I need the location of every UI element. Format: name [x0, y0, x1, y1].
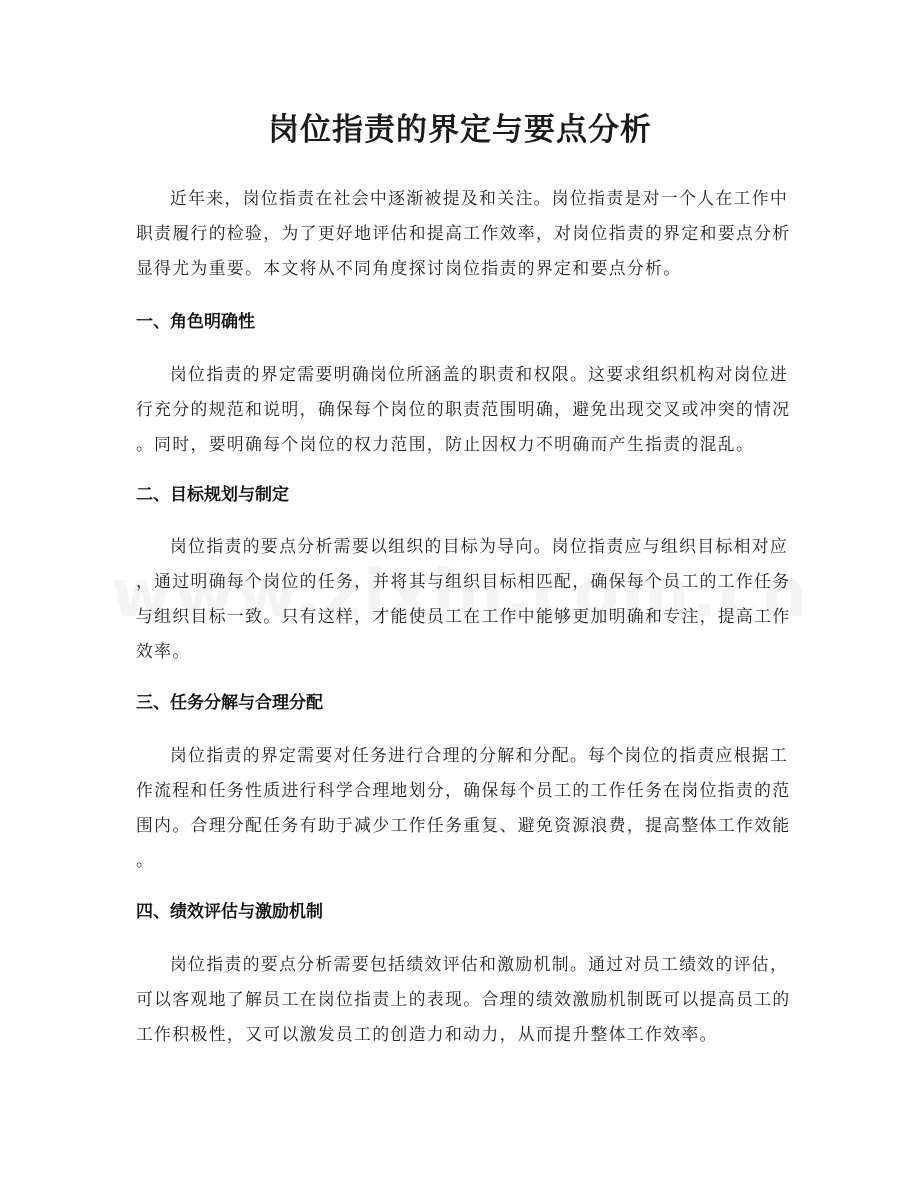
paragraph-line: 岗位指责的要点分析需要包括绩效评估和激励机制。通过对员工绩效的评估， [170, 954, 789, 974]
paragraph-line: 岗位指责的界定需要对任务进行合理的分解和分配。每个岗位的指责应根据工 [170, 745, 789, 765]
section-paragraph [136, 357, 791, 462]
paragraph-line: 显得尤为重要。本文将从不同角度探讨岗位指责的界定和要点分析。 [136, 258, 682, 278]
paragraph-line: 围内。合理分配任务有助于减少工作任务重复、避免资源浪费，提高整体工作效能 [136, 815, 791, 835]
section-heading: 三、任务分解与合理分配 [136, 693, 323, 713]
section-paragraph [136, 738, 791, 878]
section-paragraph [136, 529, 791, 669]
paragraph-line: 职责履行的检验，为了更好地评估和提高工作效率，对岗位指责的界定和要点分析 [136, 223, 791, 243]
paragraph-line: 效率。 [136, 641, 191, 661]
paragraph-line: 作流程和任务性质进行科学合理地划分，确保每个员工的工作任务在岗位指责的范 [136, 780, 791, 800]
paragraph-line: 。同时，要明确每个岗位的权力范围，防止因权力不明确而产生指责的混乱。 [136, 434, 755, 454]
paragraph-line: 岗位指责的界定需要明确岗位所涵盖的职责和权限。这要求组织机构对岗位进 [170, 364, 789, 384]
paragraph-line: 行充分的规范和说明，确保每个岗位的职责范围明确，避免出现交叉或冲突的情况 [136, 399, 791, 419]
section-heading: 四、绩效评估与激励机制 [136, 902, 323, 922]
paragraph-line: 。 [136, 850, 155, 870]
section-heading: 二、目标规划与制定 [136, 485, 289, 505]
paragraph-line: 与组织目标一致。只有这样，才能使员工在工作中能够更加明确和专注，提高工作 [136, 606, 791, 626]
paragraph-line: 近年来，岗位指责在社会中逐渐被提及和关注。岗位指责是对一个人在工作中 [170, 188, 789, 208]
paragraph-line: 岗位指责的要点分析需要以组织的目标为导向。岗位指责应与组织目标相对应 [170, 536, 789, 556]
paragraph-line: 工作积极性，又可以激发员工的创造力和动力，从而提升整体工作效率。 [136, 1024, 718, 1044]
intro-paragraph [136, 181, 791, 286]
document-title: 岗位指责的界定与要点分析 [268, 112, 652, 148]
section-heading: 一、角色明确性 [136, 312, 255, 332]
paragraph-line: ，通过明确每个岗位的任务，并将其与组织目标相匹配，确保每个员工的工作任务 [136, 571, 791, 591]
section-paragraph [136, 947, 791, 1052]
paragraph-line: 可以客观地了解员工在岗位指责上的表现。合理的绩效激励机制既可以提高员工的 [136, 989, 791, 1009]
